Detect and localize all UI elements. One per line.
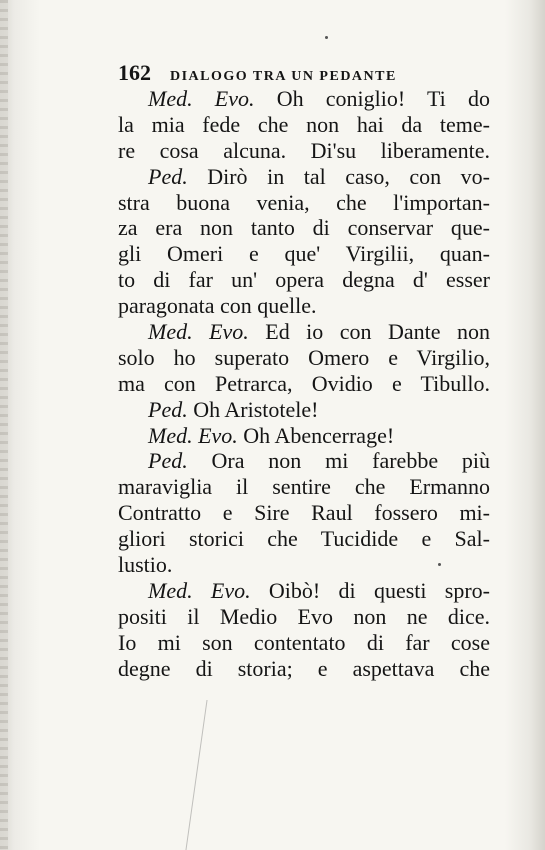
line-text: stra buona venia, che l'importan-	[118, 189, 490, 215]
speaker-label: Med. Evo.	[148, 86, 255, 111]
paper-crease	[185, 700, 237, 850]
text-line	[118, 397, 490, 423]
speaker-label: Med. Evo.	[148, 422, 238, 448]
line-text: la mia fede che non hai da teme-	[118, 111, 490, 137]
line-text: Contratto e Sire Raul fossero mi-	[118, 500, 490, 526]
line-text: lustio.	[118, 552, 173, 578]
line-text: Oh coniglio! Ti do	[254, 86, 490, 111]
text-line	[118, 164, 490, 190]
body-text	[118, 86, 490, 681]
text-line	[118, 190, 490, 216]
text-line	[118, 371, 490, 397]
ink-speck	[325, 36, 328, 39]
line-text: Ed io con Dante non	[248, 319, 490, 345]
text-line	[118, 241, 490, 267]
text-line	[118, 474, 490, 500]
line-text: degne di storia; e aspettava che	[118, 655, 490, 681]
speaker-label: Ped.	[148, 396, 188, 422]
line-text: to di far un' opera degna d' esser	[118, 267, 490, 293]
text-line	[118, 552, 490, 578]
line-text: solo ho superato Omero e Virgilio,	[118, 344, 490, 370]
speaker-label: Med. Evo.	[148, 577, 251, 603]
speaker-label: Ped.	[148, 448, 188, 474]
line-text: Oibò! di questi spro-	[250, 577, 491, 603]
text-line	[118, 345, 490, 371]
text-line	[118, 319, 490, 345]
ink-speck	[438, 563, 441, 566]
text-line	[118, 448, 490, 474]
text-line	[118, 604, 490, 630]
text-line	[118, 138, 490, 164]
line-text: Io mi son contentato di far cose	[118, 629, 490, 655]
text-line	[118, 578, 490, 604]
line-text: gli Omeri e que' Virgilii, quan-	[118, 241, 490, 267]
text-line	[118, 293, 490, 319]
text-line	[118, 215, 490, 241]
line-text: paragonata con quelle.	[118, 293, 317, 319]
line-text: Oh Abencerrage!	[237, 422, 395, 448]
binding-gutter	[0, 0, 8, 850]
line-text: re cosa alcuna. Di'su liberamente.	[118, 137, 490, 163]
text-line	[118, 630, 490, 656]
line-text: ma con Petrarca, Ovidio e Tibullo.	[118, 370, 490, 396]
line-text: za era non tanto di conservar que-	[118, 215, 490, 241]
page-number: 162	[118, 60, 151, 85]
line-text: Oh Aristotele!	[187, 396, 319, 422]
text-line	[118, 423, 490, 449]
text-line	[118, 112, 490, 138]
line-text: maraviglia il sentire che Ermanno	[118, 474, 490, 500]
speaker-label: Ped.	[148, 163, 188, 189]
text-line	[118, 86, 490, 112]
line-text: gliori storici che Tucidide e Sal-	[118, 526, 490, 552]
text-line	[118, 656, 490, 682]
line-text: Dirò in tal caso, con vo-	[187, 163, 490, 189]
running-title: DIALOGO TRA UN PEDANTE	[170, 69, 397, 84]
line-text: positi il Medio Evo non ne dice.	[118, 603, 490, 629]
text-line	[118, 500, 490, 526]
running-header	[118, 60, 463, 88]
text-line	[118, 267, 490, 293]
text-line	[118, 526, 490, 552]
speaker-label: Med. Evo.	[148, 319, 249, 345]
line-text: Ora non mi farebbe più	[187, 448, 490, 474]
